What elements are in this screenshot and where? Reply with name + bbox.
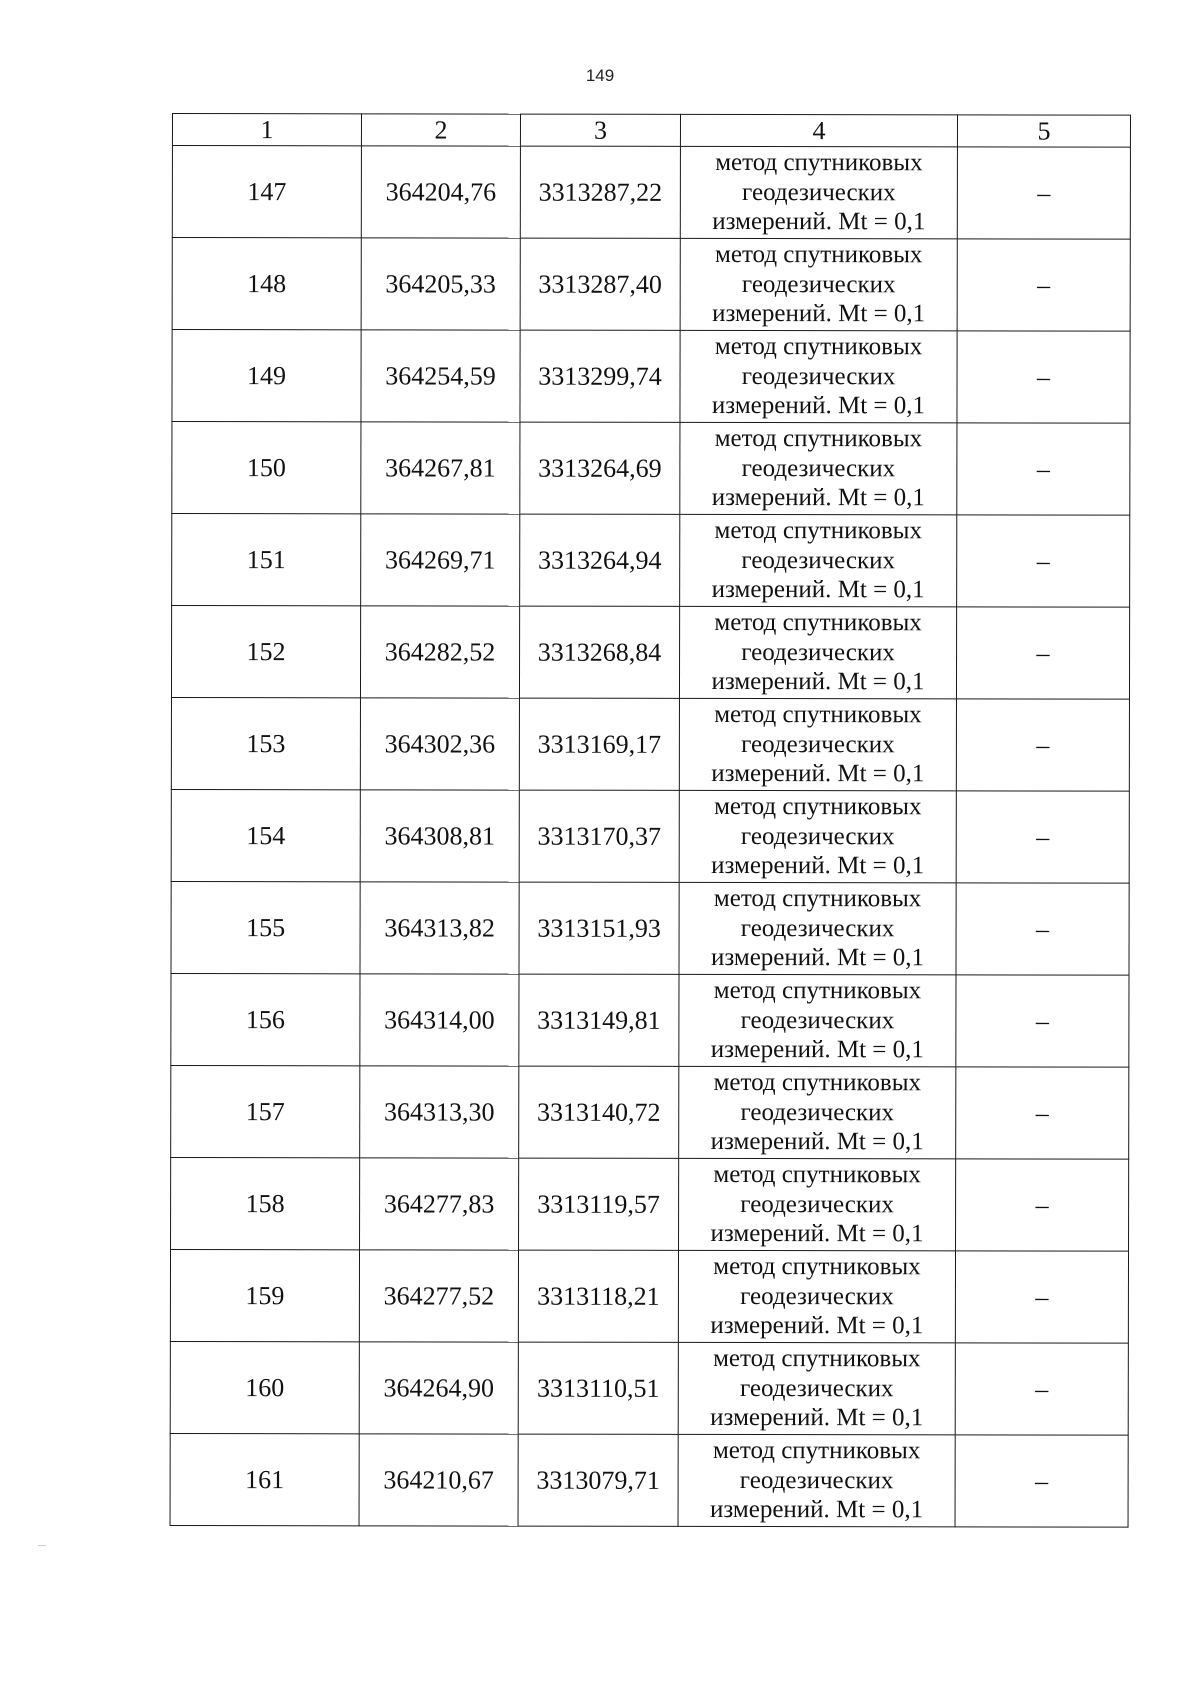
method-description-line: измерений. Mt = 0,1 [711, 392, 926, 420]
point-number-cell: 151 [172, 514, 361, 606]
coordinate-x-cell: 364302,36 [360, 698, 519, 790]
coordinate-y-cell: 3313079,71 [518, 1434, 678, 1526]
coordinate-x-cell: 364314,00 [360, 974, 519, 1066]
coordinate-x-cell: 364204,76 [361, 146, 520, 238]
point-number-cell: 154 [171, 789, 360, 881]
method-description-line: геодезических [739, 1466, 894, 1495]
method-description-cell [679, 1158, 956, 1250]
method-description-line: геодезических [741, 454, 896, 483]
page-number: 149 [585, 66, 615, 85]
method-description-line: метод спутниковых [714, 609, 922, 637]
method-description-line: измерений. Mt = 0,1 [710, 1036, 924, 1064]
method-description-cell [679, 698, 956, 790]
coordinate-y-cell: 3313264,94 [520, 514, 680, 606]
note-cell: – [956, 883, 1129, 975]
note-cell: – [955, 1251, 1128, 1343]
method-description-cell [680, 514, 957, 606]
point-number-cell: 160 [170, 1341, 359, 1433]
table-row [171, 1157, 1129, 1251]
note-cell: – [956, 607, 1129, 699]
table-row [172, 146, 1130, 240]
method-description-line: измерений. Mt = 0,1 [711, 852, 925, 880]
note-cell: – [955, 1435, 1128, 1527]
coordinate-x-cell: 364282,52 [360, 606, 519, 698]
note-cell: – [956, 791, 1129, 883]
column-header-3: 3 [520, 114, 680, 146]
table-header-row [172, 114, 1130, 148]
table-row [171, 881, 1129, 975]
point-number-cell: 149 [172, 330, 361, 422]
coordinate-y-cell: 3313151,93 [519, 882, 679, 974]
method-description-line: измерений. Mt = 0,1 [710, 1128, 924, 1156]
point-number-cell: 147 [172, 146, 361, 238]
coordinate-y-cell: 3313299,74 [520, 330, 680, 422]
method-description-line: метод спутниковых [714, 425, 923, 453]
method-description-line: измерений. Mt = 0,1 [710, 1312, 924, 1340]
coordinate-x-cell: 364210,67 [359, 1434, 518, 1526]
method-description-line: метод спутниковых [715, 241, 923, 269]
method-description-line: измерений. Mt = 0,1 [712, 208, 926, 236]
table-row [172, 238, 1130, 332]
method-description-line: геодезических [742, 178, 896, 207]
note-cell: – [955, 1343, 1128, 1435]
method-description-line: геодезических [740, 1098, 895, 1127]
coordinate-y-cell: 3313287,22 [520, 146, 680, 238]
coordinate-x-cell: 364254,59 [361, 330, 520, 422]
method-description-cell [680, 146, 957, 238]
coordinate-x-cell: 364313,30 [360, 1066, 519, 1158]
table-row [172, 330, 1130, 424]
method-description-line: метод спутниковых [713, 1345, 921, 1373]
method-description-line: геодезических [741, 362, 896, 391]
coordinate-y-cell: 3313119,57 [519, 1158, 679, 1250]
method-description-cell [679, 882, 956, 974]
table-row [172, 422, 1130, 516]
point-number-cell: 156 [171, 973, 360, 1065]
point-number-cell: 159 [170, 1249, 359, 1341]
coordinate-y-cell: 3313149,81 [519, 974, 679, 1066]
method-description-line: геодезических [740, 822, 895, 851]
method-description-line: метод спутниковых [714, 793, 922, 821]
table-row [171, 606, 1129, 700]
point-number-cell: 161 [170, 1433, 359, 1525]
method-description-line: измерений. Mt = 0,1 [711, 668, 925, 696]
method-description-line: измерений. Mt = 0,1 [710, 1220, 924, 1248]
coordinates-table-container [170, 113, 1130, 1528]
coordinate-y-cell: 3313110,51 [518, 1342, 678, 1434]
method-description-cell [680, 422, 957, 514]
column-header-2: 2 [361, 114, 520, 146]
method-description-line: метод спутниковых [714, 517, 922, 545]
method-description-line: геодезических [740, 1006, 895, 1035]
point-number-cell: 153 [171, 698, 360, 790]
method-description-line: геодезических [739, 1374, 894, 1403]
note-cell: – [956, 975, 1129, 1067]
table-body [170, 146, 1130, 1528]
method-description-cell [679, 606, 956, 698]
method-description-line: метод спутниковых [713, 1069, 922, 1097]
note-cell: – [957, 147, 1130, 239]
point-number-cell: 148 [172, 238, 361, 330]
coordinate-y-cell: 3313268,84 [519, 606, 679, 698]
note-cell: – [957, 515, 1130, 607]
method-description-line: геодезических [740, 914, 895, 943]
table-row [171, 973, 1129, 1067]
table-row [172, 514, 1130, 608]
method-description-line: геодезических [741, 270, 896, 299]
coordinate-y-cell: 3313118,21 [518, 1250, 678, 1342]
method-description-line: измерений. Mt = 0,1 [710, 1404, 924, 1432]
coordinate-x-cell: 364277,52 [359, 1250, 518, 1342]
coordinate-x-cell: 364269,71 [361, 514, 520, 606]
coordinate-x-cell: 364267,81 [361, 422, 520, 514]
table-row [171, 1065, 1129, 1159]
coordinate-y-cell: 3313169,17 [519, 698, 679, 790]
column-header-1: 1 [172, 114, 361, 146]
coordinate-x-cell: 364308,81 [360, 790, 519, 882]
table-row [170, 1341, 1128, 1435]
method-description-cell [679, 974, 956, 1066]
method-description-cell [680, 330, 957, 422]
point-number-cell: 158 [171, 1157, 360, 1249]
method-description-line: метод спутниковых [712, 1437, 921, 1465]
note-cell: – [956, 1067, 1129, 1159]
method-description-cell [680, 238, 957, 330]
coordinate-x-cell: 364264,90 [359, 1342, 518, 1434]
method-description-line: геодезических [741, 730, 895, 759]
table-row [170, 1249, 1128, 1343]
method-description-line: метод спутниковых [713, 1161, 921, 1189]
method-description-cell [679, 1066, 956, 1158]
method-description-line: метод спутниковых [714, 701, 922, 729]
coordinate-x-cell: 364313,82 [360, 882, 519, 974]
method-description-line: измерений. Mt = 0,1 [711, 484, 925, 512]
coordinate-y-cell: 3313264,69 [520, 422, 680, 514]
method-description-cell [678, 1434, 955, 1526]
point-number-cell: 152 [171, 606, 360, 698]
method-description-line: измерений. Mt = 0,1 [711, 576, 925, 604]
note-cell: – [957, 239, 1130, 331]
table-row [171, 789, 1129, 883]
method-description-cell [679, 790, 956, 882]
method-description-cell [678, 1342, 955, 1434]
method-description-cell [678, 1250, 955, 1342]
method-description-line: геодезических [741, 546, 896, 575]
method-description-line: измерений. Mt = 0,1 [709, 1496, 924, 1524]
column-header-4: 4 [680, 114, 957, 146]
method-description-line: геодезических [740, 1190, 894, 1219]
note-cell: – [957, 423, 1130, 515]
method-description-line: геодезических [740, 1282, 894, 1311]
method-description-line: метод спутниковых [714, 333, 923, 361]
coordinates-table [170, 113, 1131, 1528]
point-number-cell: 157 [171, 1065, 360, 1157]
coordinate-y-cell: 3313140,72 [519, 1066, 679, 1158]
coordinate-y-cell: 3313170,37 [519, 790, 679, 882]
scan-artifact [38, 1545, 46, 1546]
coordinate-y-cell: 3313287,40 [520, 238, 680, 330]
point-number-cell: 150 [172, 422, 361, 514]
method-description-line: метод спутниковых [713, 1253, 921, 1281]
table-row [170, 1433, 1128, 1527]
method-description-line: измерений. Mt = 0,1 [710, 944, 925, 972]
note-cell: – [957, 331, 1130, 423]
method-description-line: метод спутниковых [713, 977, 922, 1005]
method-description-line: измерений. Mt = 0,1 [711, 760, 925, 788]
method-description-line: метод спутниковых [713, 885, 922, 913]
method-description-line: геодезических [741, 638, 895, 667]
method-description-line: метод спутниковых [715, 149, 923, 177]
table-row [171, 698, 1129, 792]
note-cell: – [956, 1159, 1129, 1251]
method-description-line: измерений. Mt = 0,1 [712, 300, 926, 328]
coordinate-x-cell: 364205,33 [361, 238, 520, 330]
coordinate-x-cell: 364277,83 [360, 1158, 519, 1250]
column-header-5: 5 [957, 115, 1130, 147]
note-cell: – [956, 699, 1129, 791]
point-number-cell: 155 [171, 881, 360, 973]
